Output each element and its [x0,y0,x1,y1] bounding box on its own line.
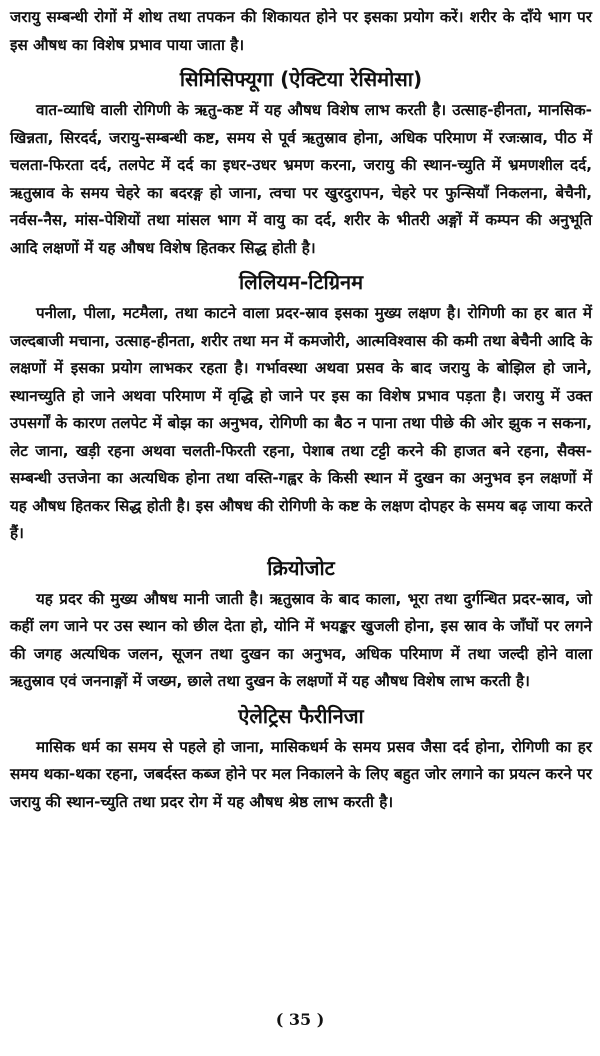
paragraph-lilium-tigrinum: पनीला, पीला, मटमैला, तथा काटने वाला प्रदर-स्राव इसका मुख्य लक्षण है। रोगिणी का हर बात में जल्दबाजी मचाना, उत्साह-हीनता, शरीर तथा मन में कमजोरी, आत्मविश्वास की कमी तथा बेचैनी आदि के लक्षणों में इसका प्रयोग लाभकर रहता है। गर्भावस्था अथवा प्रसव के बाद जरायु के बोझिल हो जाने, स्थानच्युति हो जाने अथवा परिमाण में वृद्धि हो जाने पर इस का विशेष प्रभाव पड़ता है। जरायु में उक्त उपसर्गों के कारण तलपेट में बोझ का अनुभव, रोगिणी का बैठ न पाना तथा पीछे की ओर झुक न सकना, लेट जाना, खड़ी रहना अथवा चलती-फिरती रहना, पेशाब तथा टट्टी करने की हाजत बने रहना, सैक्स-सम्बन्धी उत्तजेना का अत्यधिक होना तथा वस्ति-गह्वर के किसी स्थान में दुखन का अनुभव इन लक्षणों में यह औषध हितकर सिद्ध होती है। इस औषध की रोगिणी के कष्ट के लक्षण दोपहर के समय बढ़ जाया करते हैं। [10,304,592,542]
heading-cimicifuga: सिमिसिफ्यूगा (ऐक्टिया रेसिमोसा) [179,67,423,91]
heading-aletris-farinosa: ऐलेट्रिस फैरीनिजा [238,703,364,728]
heading-kreosotum: क्रियोजोट [267,555,335,580]
paragraph-cimicifuga: वात-व्याधि वाली रोगिणी के ऋतु-कष्ट में यह औषध विशेष लाभ करती है। उत्साह-हीनता, मानसिक-खिन्नता, सिरदर्द, जरायु-सम्बन्धी कष्ट, समय से पूर्व ऋतुस्राव होना, अधिक परिमाण में रजःस्राव, पीठ में चलता-फिरता दर्द, तलपेट में दर्द का इधर-उधर भ्रमण करना, जरायु की स्थान-च्युति में भ्रमणशील दर्द, ऋतुस्राव के समय चेहरे का बदरङ्ग हो जाना, त्वचा पर खुरदुरापन, चेहरे पर फुन्सियाँ निकलना, बेचैनी, नर्वस-नैस, मांस-पेशियों तथा मांसल भाग में वायु का दर्द, शरीर के भीतरी अङ्गों में कम्पन की अनुभूति आदि लक्षणों में यह औषध विशेष हितकर सिद्ध होती है। [10,101,592,257]
paragraph-kreosotum: यह प्रदर की मुख्य औषध मानी जाती है। ऋतुस्राव के बाद काला, भूरा तथा दुर्गन्धित प्रदर-स्राव, जो कहीं लग जाने पर उस स्थान को छील देता हो, योनि में भयङ्कर खुजली होना, इस स्राव के जाँघों पर लगने की जगह अत्यधिक जलन, सूजन तथा दुखन का अनुभव, अधिक परिमाण में तथा जल्दी होने वाला ऋतुस्राव एवं जननाङ्गों में जख्म, छाले तथा दुखन के लक्षणों में यह औषध विशेष लाभ करती है। [10,589,592,690]
heading-lilium-tigrinum: लिलियम-टिग्रिनम [238,270,364,294]
intro-paragraph: जरायु सम्बन्धी रोगों में शोथ तथा तपकन की शिकायत होने पर इसका प्रयोग करें। शरीर के दाँये भाग पर इस औषध का विशेष प्रभाव पाया जाता है। [10,8,592,54]
paragraph-aletris-farinosa: मासिक धर्म का समय से पहले हो जाना, मासिकधर्म के समय प्रसव जैसा दर्द होना, रोगिणी का हर समय थका-थका रहना, जबर्दस्त कब्ज होने पर मल निकालने के लिए बहुत जोर लगाने का प्रयत्न करने पर जरायु की स्थान-च्युति तथा प्रदर रोग में यह औषध श्रेष्ठ लाभ करती है। [10,737,592,811]
page-number: ( 35 ) [275,1010,325,1029]
